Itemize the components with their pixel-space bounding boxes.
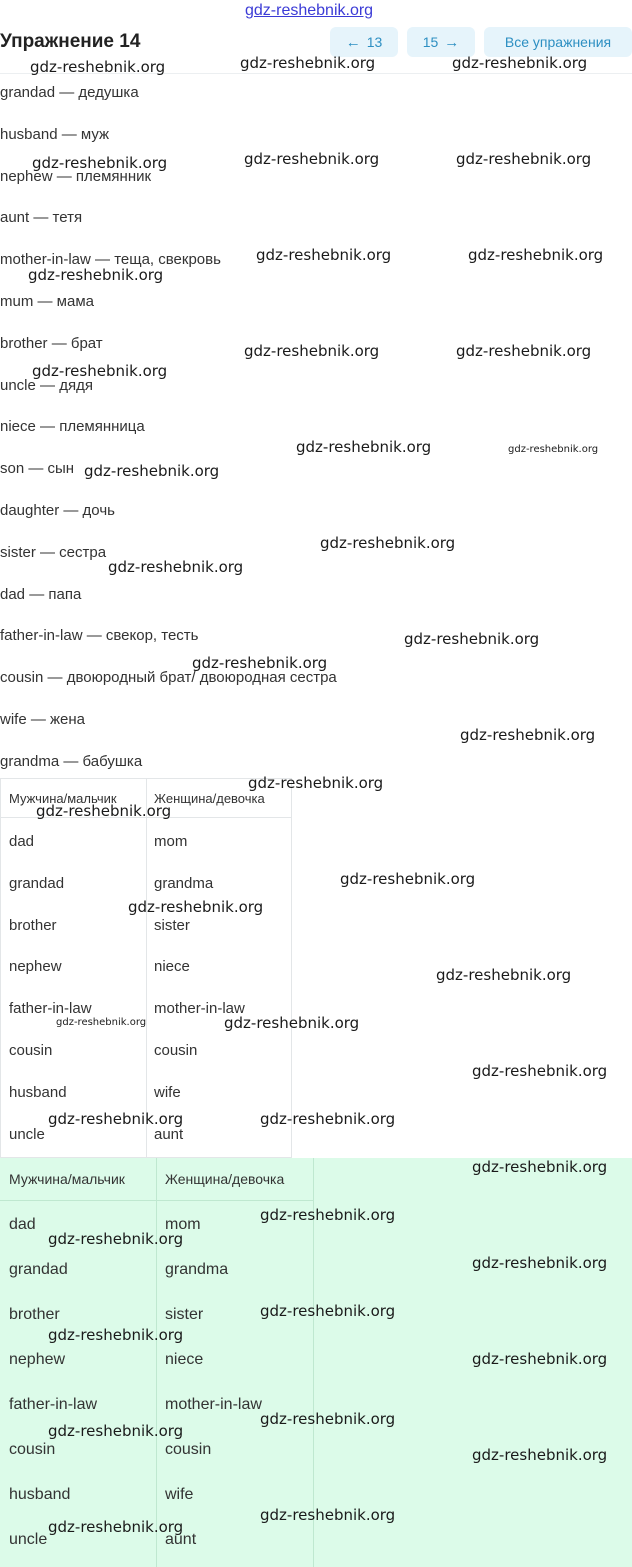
list-item: cousin — двоюродный брат/ двоюродная сестра: [0, 669, 337, 687]
watermark: gdz-reshebnik.org: [456, 150, 592, 168]
table-cell-male: father-in-law: [9, 1396, 98, 1413]
list-item: wife — жена: [0, 711, 86, 728]
watermark: gdz-reshebnik.org: [48, 1422, 184, 1440]
table-cell-female: mother-in-law: [165, 1396, 262, 1413]
prev-exercise-label: 13: [366, 34, 383, 50]
watermark: gdz-reshebnik.org: [452, 54, 588, 72]
list-item: grandad — дедушка: [0, 84, 139, 101]
list-item: son — сын: [0, 460, 75, 478]
column-header-male: Мужчина/мальчик: [9, 791, 117, 806]
watermark: gdz-reshebnik.org: [460, 726, 596, 744]
watermark: gdz-reshebnik.org: [404, 630, 540, 648]
next-exercise-label: 15: [422, 34, 439, 50]
column-divider: [156, 1158, 157, 1567]
watermark: gdz-reshebnik.org: [32, 362, 168, 380]
site-link[interactable]: gdz-reshebnik.org: [245, 2, 374, 19]
watermark: gdz-reshebnik.org: [48, 1518, 184, 1536]
table-cell-female: grandma: [165, 1261, 229, 1278]
table-cell-female: niece: [165, 1351, 204, 1368]
next-exercise-button[interactable]: [407, 27, 475, 57]
table-cell-male: grandad: [9, 874, 65, 892]
list-item: uncle — дядя: [0, 376, 93, 394]
arrow-right-icon: →: [444, 33, 460, 51]
watermark: gdz-reshebnik.org: [36, 802, 172, 820]
watermark: gdz-reshebnik.org: [48, 1230, 184, 1248]
table-cell-male: dad: [9, 1216, 36, 1233]
watermark: gdz-reshebnik.org: [28, 266, 164, 284]
watermark: gdz-reshebnik.org: [296, 438, 432, 456]
column-header-female: Женщина/девочка: [165, 1171, 285, 1187]
watermark: gdz-reshebnik.org: [84, 462, 220, 480]
list-item: daughter — дочь: [0, 502, 115, 519]
table-cell-male: brother: [9, 1306, 60, 1323]
column-divider: [146, 779, 147, 1157]
table-cell-male: nephew: [9, 958, 62, 976]
watermark: gdz-reshebnik.org: [248, 774, 384, 792]
table-cell-male: husband: [9, 1083, 67, 1101]
table-cell-male: uncle: [9, 1531, 48, 1548]
watermark: gdz-reshebnik.org: [456, 342, 592, 360]
watermark: gdz-reshebnik.org: [32, 154, 168, 172]
list-item: aunt — тетя: [0, 209, 83, 227]
table-cell-female: mom: [154, 833, 188, 850]
watermark: gdz-reshebnik.org: [508, 444, 599, 455]
table-cell-female: grandma: [154, 874, 214, 892]
list-item: grandma — бабушка: [0, 752, 143, 770]
list-item: nephew — племянник: [0, 167, 152, 185]
list-item: niece — племянница: [0, 418, 145, 436]
column-header-female: Женщина/девочка: [154, 791, 265, 806]
list-item: mum — мама: [0, 293, 94, 310]
table-cell-female: cousin: [165, 1441, 212, 1458]
watermark: gdz-reshebnik.org: [108, 558, 244, 576]
watermark: gdz-reshebnik.org: [240, 54, 376, 72]
watermark: gdz-reshebnik.org: [244, 342, 380, 360]
column-header-male: Мужчина/мальчик: [9, 1171, 125, 1187]
watermark: gdz-reshebnik.org: [320, 534, 456, 552]
list-item: dad — папа: [0, 585, 82, 603]
table-cell-female: wife: [165, 1486, 194, 1503]
list-item: mother-in-law — теща, свекровь: [0, 251, 221, 269]
watermark: gdz-reshebnik.org: [128, 898, 264, 916]
watermark: gdz-reshebnik.org: [260, 1206, 396, 1224]
watermark: gdz-reshebnik.org: [472, 1062, 608, 1080]
watermark: gdz-reshebnik.org: [260, 1110, 396, 1128]
table-cell-male: father-in-law: [9, 1000, 92, 1018]
watermark: gdz-reshebnik.org: [260, 1506, 396, 1524]
table-cell-male: dad: [9, 833, 35, 850]
table-cell-female: aunt: [154, 1125, 184, 1143]
watermark: gdz-reshebnik.org: [244, 150, 380, 168]
watermark: gdz-reshebnik.org: [472, 1254, 608, 1272]
watermark: gdz-reshebnik.org: [436, 966, 572, 984]
list-item: sister — сестра: [0, 543, 107, 561]
watermark: gdz-reshebnik.org: [56, 1017, 147, 1028]
all-exercises-label: Все упражнения: [504, 34, 612, 50]
watermark: gdz-reshebnik.org: [472, 1446, 608, 1464]
list-item: brother — брат: [0, 334, 103, 352]
list-item: husband — муж: [0, 125, 110, 143]
watermark: gdz-reshebnik.org: [468, 246, 604, 264]
table-cell-female: sister: [165, 1306, 204, 1323]
table-cell-female: niece: [154, 958, 190, 976]
table-cell-male: brother: [9, 916, 57, 934]
list-item: father-in-law — свекор, тесть: [0, 627, 199, 645]
table-cell-male: cousin: [9, 1441, 56, 1458]
table-cell-female: sister: [154, 916, 190, 934]
watermark: gdz-reshebnik.org: [472, 1158, 608, 1176]
prev-exercise-button[interactable]: [330, 27, 398, 57]
table-cell-female: wife: [154, 1083, 181, 1101]
all-exercises-button[interactable]: [484, 27, 632, 57]
watermark: gdz-reshebnik.org: [48, 1326, 184, 1344]
arrow-left-icon: ←: [345, 33, 361, 51]
watermark: gdz-reshebnik.org: [48, 1110, 184, 1128]
table-cell-male: grandad: [9, 1261, 68, 1278]
table-cell-female: mother-in-law: [154, 1000, 245, 1018]
table-cell-male: nephew: [9, 1351, 66, 1368]
page-title: Упражнение 14: [0, 31, 141, 52]
table-cell-female: aunt: [165, 1531, 197, 1548]
watermark: gdz-reshebnik.org: [256, 246, 392, 264]
table-cell-female: cousin: [154, 1042, 198, 1059]
watermark: gdz-reshebnik.org: [472, 1350, 608, 1368]
table-cell-male: uncle: [9, 1125, 45, 1143]
watermark: gdz-reshebnik.org: [192, 654, 328, 672]
watermark: gdz-reshebnik.org: [224, 1014, 360, 1032]
table-cell-male: cousin: [9, 1042, 53, 1059]
answer-table: [0, 778, 292, 1158]
table-cell-male: husband: [9, 1486, 71, 1503]
watermark: gdz-reshebnik.org: [340, 870, 476, 888]
table-cell-female: mom: [165, 1216, 201, 1233]
watermark: gdz-reshebnik.org: [260, 1410, 396, 1428]
watermark: gdz-reshebnik.org: [260, 1302, 396, 1320]
watermark: gdz-reshebnik.org: [30, 58, 166, 76]
